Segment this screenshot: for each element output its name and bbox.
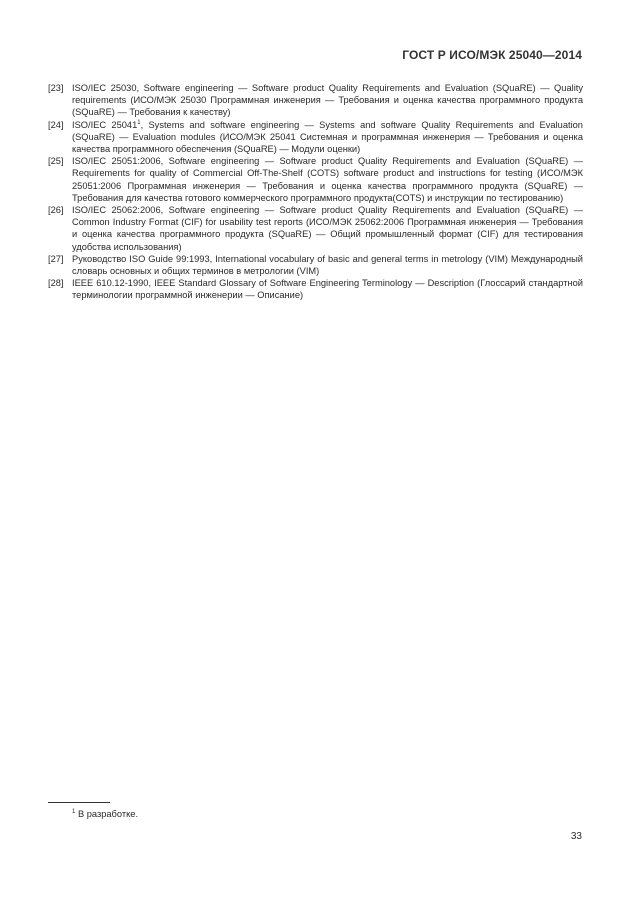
reference-text: ISO/IEC 25051:2006, Software engineering — Software product Quality Requirements and Evaluation (SQuaRE) — Requirements for quality of Commercial Off-The-Shelf (COTS) software product and instructions for testing (ИСО/МЭК 25051:2006 Программная инженерия — Требования и оценка качества программного продукта (SQuaRE) — Требования для качества готового коммерческого программного продукта(COTS) и инструкции по тестированию): [72, 156, 583, 203]
footnote-text: В разработке.: [77, 809, 139, 819]
reference-number: [27]: [48, 253, 64, 264]
reference-number: [25]: [48, 156, 64, 167]
reference-number: [26]: [48, 205, 64, 216]
reference-item: [48, 119, 583, 156]
page-number: 33: [570, 831, 582, 842]
reference-list: [48, 82, 583, 302]
reference-text-start: ISO/IEC 25041: [72, 119, 138, 130]
reference-number: [23]: [48, 83, 64, 93]
footnote-marker: 1: [137, 119, 141, 126]
footnote-marker: 1: [72, 808, 76, 815]
reference-item: [48, 82, 583, 119]
reference-item: [48, 253, 583, 277]
reference-item: [48, 155, 583, 204]
reference-item: [48, 204, 583, 253]
reference-text: ISO/IEC 25030, Software engineering — Software product Quality Requirements and Evaluation (SQuaRE) — Quality requirements (ИСО/МЭК 25030 Программная инженерия — Требования и оценка качества программного продукта (SQuaRE) — Требования к качеству): [72, 83, 583, 118]
reference-text: Руководство ISO Guide 99:1993, International vocabulary of basic and general terms in metrology (VIM) Международный словарь основных и общих терминов в метрологии (VIM): [72, 253, 583, 277]
reference-number: [28]: [48, 278, 64, 289]
footnote-divider: [48, 802, 110, 803]
document-header: ГОСТ Р ИСО/МЭК 25040—2014: [402, 48, 582, 62]
footnote: [72, 809, 138, 819]
reference-item: [48, 277, 583, 301]
reference-text: IEEE 610.12-1990, IEEE Standard Glossary of Software Engineering Terminology — Description (Глоссарий стандартной терминологии программной инженерии — Описание): [72, 278, 583, 301]
reference-text-end: , Systems and software engineering — Systems and software Quality Requirements and Evaluation (SQuaRE) — Evaluation modules (ИСО/МЭК 25041 Системная и программная инженерия — Требования и оценка качества программного обеспечения (SQuaRE) — Модули оценки): [72, 119, 583, 155]
reference-number: [24]: [48, 119, 64, 130]
reference-text: [72, 119, 583, 156]
reference-text: ISO/IEC 25062:2006, Software engineering — Software product Quality Requirements and Evaluation (SQuaRE) — Common Industry Format (CIF) for usability test reports (ИСО/МЭК 25062:2006 Программная инженерия — Требования и оценка качества программного продукта (SQuaRE) — Общий промышленный формат (CIF) для тестирования удобства использования): [72, 205, 583, 252]
